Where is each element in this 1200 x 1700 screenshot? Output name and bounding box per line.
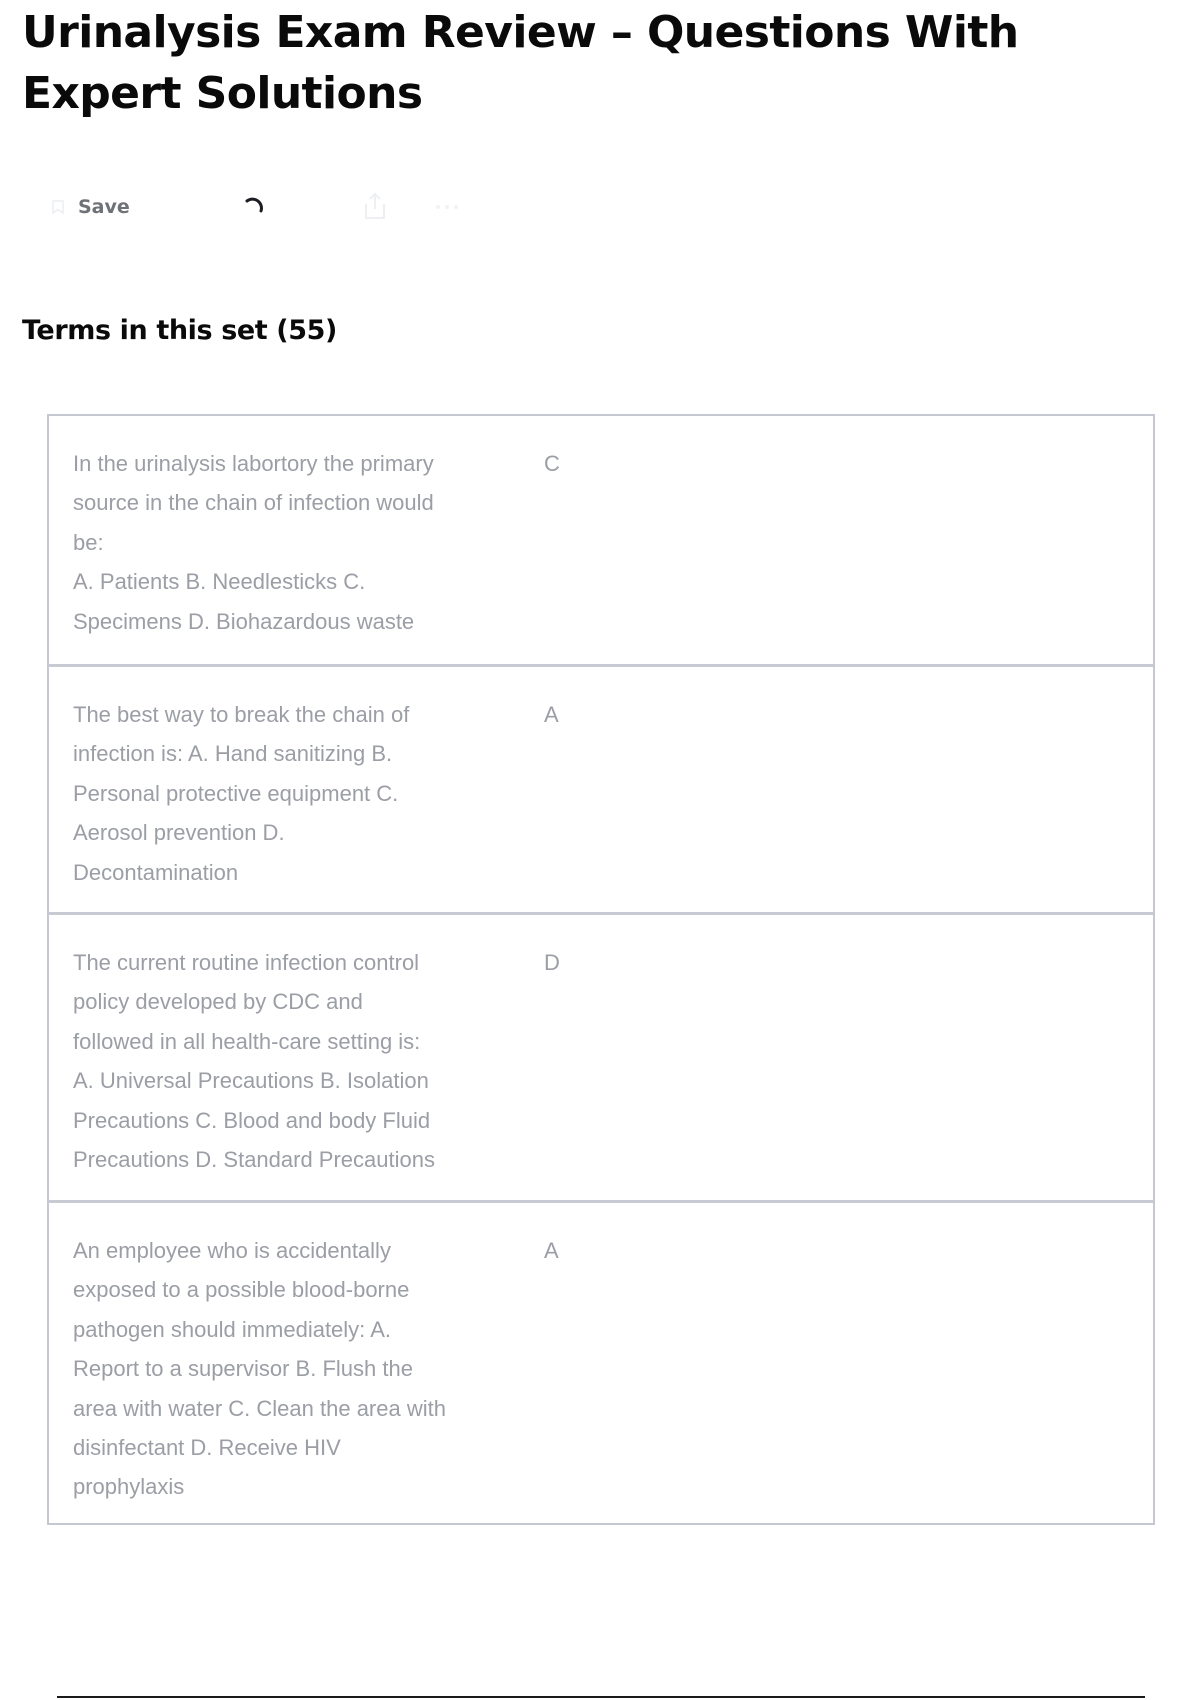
term-question: An employee who is accidentally exposed to a possible blood-borne pathogen should immediately: A. Report to a supervisor B. Flush the area with water C. Clean the area with disinfectant D. Receive HIV prophylaxis [73,1238,446,1500]
terms-set-heading: Terms in this set (55) [22,315,337,346]
term-answer: D [544,950,560,975]
more-button[interactable] [432,186,462,228]
term-question: In the urinalysis labortory the primary source in the chain of infection would be: A. Patients B. Needlesticks C. Specimens D. Biohazardous waste [73,451,434,634]
term-answer: C [544,451,560,476]
term-answer: A [544,1238,559,1263]
term-question: The current routine infection control policy developed by CDC and followed in all health-care setting is: A. Universal Precautions B. Isolation Precautions C. Blood and body Fluid Precautions D. Standard Precautions [73,950,435,1173]
share-button[interactable] [362,186,388,228]
term-row[interactable] [49,416,1153,664]
save-button[interactable] [52,186,130,228]
bookmark-icon [52,200,64,214]
term-question: The best way to break the chain of infection is: A. Hand sanitizing B. Personal protective equipment C. Aerosol prevention D. Decontamination [73,702,410,885]
term-answer: A [544,702,559,727]
term-row[interactable] [49,664,1153,912]
share-icon [362,191,388,224]
terms-list [47,414,1155,1525]
loading-spinner-icon [240,186,270,228]
term-row[interactable] [49,912,1153,1200]
save-label: Save [78,196,130,218]
more-icon [432,200,462,215]
toolbar [52,186,512,228]
page-title: Urinalysis Exam Review – Questions With Expert Solutions [22,7,1019,119]
term-row[interactable] [49,1200,1153,1523]
bottom-divider [57,1696,1145,1698]
